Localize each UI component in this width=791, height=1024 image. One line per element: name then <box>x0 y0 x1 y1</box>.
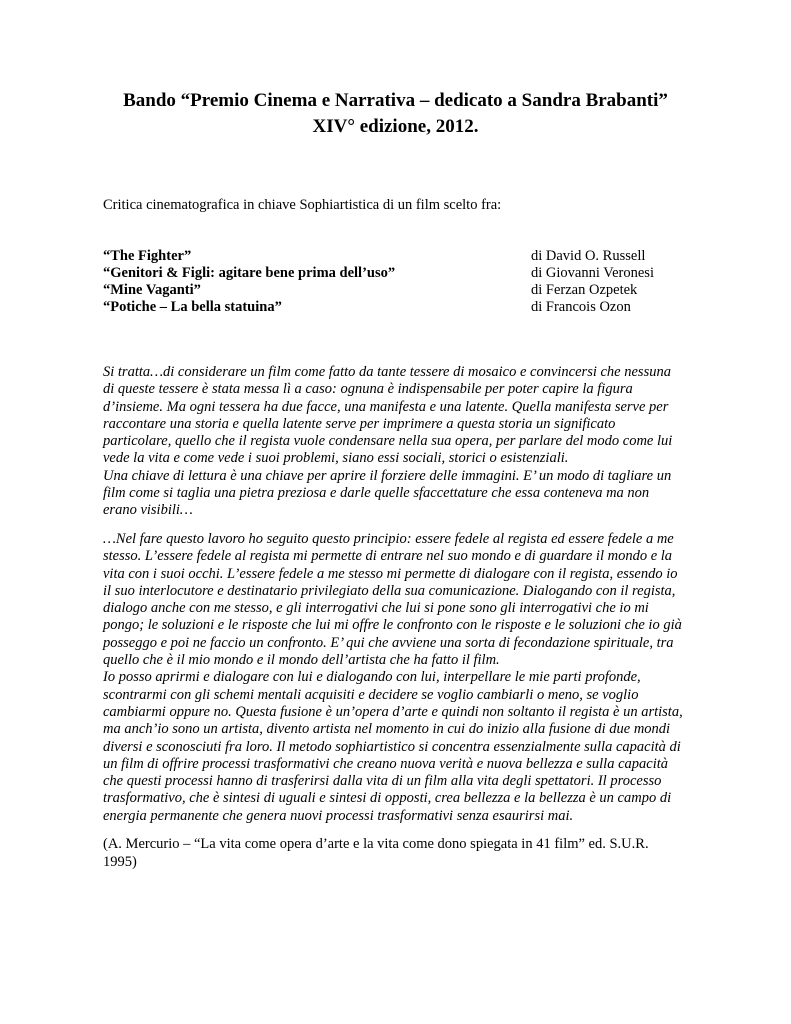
text-line: posseggo e poi ne faccio un confronto. E’ qui che avviene una sorta di fecondazione spirituale, tra <box>103 634 674 651</box>
text-line: diversi e sconosciuti fra loro. Il metodo sophiartistico si concentra essenzialmente sulla capacità di <box>103 738 681 755</box>
film-director: di Ferzan Ozpetek <box>531 282 638 298</box>
text-line: stesso. L’essere fedele al regista mi permette di entrare nel suo mondo e di guardare il mondo e la <box>103 548 673 565</box>
text-line: d’insieme. Ma ogni tessera ha due facce, una manifesta e una latente. Quella manifesta serve per <box>103 398 669 415</box>
paragraph-intro-mosaic <box>103 364 687 520</box>
film-title: “Genitori & Figli: agitare bene prima dell’uso” <box>103 265 396 281</box>
text-line: dialogo anche con me stesso, e gli interrogativi che lui si pone sono gli interrogativi che io mi <box>103 600 649 617</box>
citation-line: 1995) <box>103 854 137 870</box>
citation <box>103 835 649 871</box>
film-row <box>103 248 703 265</box>
text-line: di queste tessere è stata messa lì a caso: ognuna è indispensabile per poter capire la figura <box>103 381 633 398</box>
film-director: di Francois Ozon <box>531 299 631 315</box>
document-title: Bando “Premio Cinema e Narrativa – dedicato a Sandra Brabanti” <box>123 90 668 111</box>
edition-subtitle: XIV° edizione, 2012. <box>312 116 479 137</box>
film-title: “The Fighter” <box>103 248 192 264</box>
citation-line: (A. Mercurio – “La vita come opera d’arte e la vita come dono spiegata in 41 film” ed. S.U.R. <box>103 836 649 852</box>
film-title: “Mine Vaganti” <box>103 282 201 298</box>
text-line: vita con i suoi occhi. L’essere fedele a me stesso mi permette di dialogare con il regista, essendo io <box>103 565 678 582</box>
text-line: vede la vita e come vede i suoi problemi, siano essi sociali, storici o esistenziali. <box>103 450 569 467</box>
text-line: Io posso aprirmi e dialogare con lui e dialogando con lui, interpellare le mie parti profonde, <box>103 669 641 686</box>
text-line: pongo; le soluzioni e le risposte che lui mi offre le confronto con le risposte e le soluzioni che io già <box>103 617 682 634</box>
film-row <box>103 299 703 316</box>
film-row <box>103 265 703 282</box>
text-line: particolare, quello che il regista vuole condensare nella sua opera, per parlare del modo come lui <box>103 433 673 450</box>
paragraph-method <box>103 531 687 825</box>
film-list <box>103 248 703 316</box>
text-line: raccontare una storia e quella latente serve per imprimere a questa storia un significato <box>103 415 616 432</box>
text-line: Si tratta…di considerare un film come fatto da tante tessere di mosaico e convincersi che nessuna <box>103 364 671 380</box>
text-line: Una chiave di lettura è una chiave per aprire il forziere delle immagini. E’ un modo di tagliare un <box>103 467 672 484</box>
text-line: trasformativo, che è sintesi di uguali e sintesi di opposti, crea bellezza e la bellezza è un campo di <box>103 790 672 807</box>
text-line: …Nel fare questo lavoro ho seguito questo principio: essere fedele al regista ed essere fedele a me <box>103 531 674 547</box>
text-line: film come si taglia una pietra preziosa e darle quelle sfaccettature che essa conteneva ma non <box>103 485 650 502</box>
text-line: ma anch’io sono un artista, divento artista nel momento in cui do inizio alla fusione di due mondi <box>103 721 671 738</box>
text-line: un film di offrire processi trasformativi che creano nuova verità e nuova bellezza e sulla capacità <box>103 755 669 772</box>
text-line: quello che è il mio mondo e il mondo dell’artista che ha fatto il film. <box>103 652 500 669</box>
text-line: scontrarmi con gli schemi mentali acquisiti e decidere se voglio cambiarli o meno, se voglio <box>103 686 639 703</box>
film-director: di Giovanni Veronesi <box>531 265 654 281</box>
text-line: che questi processi hanno di trasferirsi dalla vita di un film alla vita degli spettatori. Il processo <box>103 773 662 790</box>
film-director: di David O. Russell <box>531 248 646 264</box>
text-line: cambiarmi oppure no. Questa fusione è un’opera d’arte e quindi non soltanto il regista è un artista, <box>103 703 683 720</box>
film-row <box>103 282 703 299</box>
text-line: erano visibili… <box>103 502 193 519</box>
intro-text: Critica cinematografica in chiave Sophiartistica di un film scelto fra: <box>103 197 502 213</box>
text-line: il suo interlocutore e destinatario privilegiato della sua comunicazione. Dialogando con il regista, <box>103 582 676 599</box>
text-line: energia permanente che genera nuovi processi trasformativi senza esaurirsi mai. <box>103 807 574 824</box>
film-title: “Potiche – La bella statuina” <box>103 299 282 315</box>
